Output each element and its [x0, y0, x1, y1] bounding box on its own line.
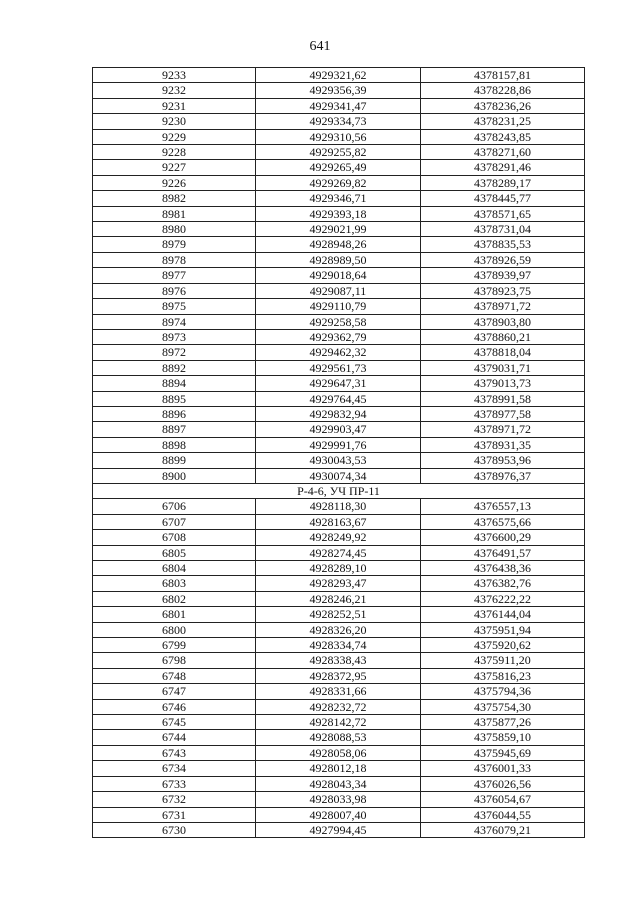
- table-row: [93, 175, 585, 190]
- x-coordinate-cell: 4929462,32: [256, 345, 421, 360]
- x-coordinate-cell: 4928043,34: [256, 776, 421, 791]
- x-coordinate-cell: 4929334,73: [256, 114, 421, 129]
- point-number-cell: 6748: [93, 668, 256, 683]
- x-coordinate-cell: 4928033,98: [256, 792, 421, 807]
- y-coordinate-cell: 4378971,72: [421, 422, 585, 437]
- table-row: [93, 83, 585, 98]
- table-row: [93, 329, 585, 344]
- point-number-cell: 8977: [93, 268, 256, 283]
- table-row: [93, 114, 585, 129]
- point-number-cell: 9229: [93, 129, 256, 144]
- x-coordinate-cell: 4928142,72: [256, 715, 421, 730]
- x-coordinate-cell: 4928293,47: [256, 576, 421, 591]
- point-number-cell: 9232: [93, 83, 256, 98]
- point-number-cell: 6730: [93, 822, 256, 837]
- table-row: [93, 514, 585, 529]
- y-coordinate-cell: 4378860,21: [421, 329, 585, 344]
- y-coordinate-cell: 4378923,75: [421, 283, 585, 298]
- y-coordinate-cell: 4378243,85: [421, 129, 585, 144]
- point-number-cell: 6707: [93, 514, 256, 529]
- y-coordinate-cell: 4375816,23: [421, 668, 585, 683]
- x-coordinate-cell: 4928249,92: [256, 530, 421, 545]
- table-row: [93, 68, 585, 83]
- point-number-cell: 6746: [93, 699, 256, 714]
- x-coordinate-cell: 4928007,40: [256, 807, 421, 822]
- y-coordinate-cell: 4378926,59: [421, 252, 585, 267]
- point-number-cell: 8896: [93, 406, 256, 421]
- y-coordinate-cell: 4378228,86: [421, 83, 585, 98]
- coordinates-table: [92, 67, 585, 838]
- x-coordinate-cell: 4928246,21: [256, 591, 421, 606]
- x-coordinate-cell: 4929018,64: [256, 268, 421, 283]
- y-coordinate-cell: 4378445,77: [421, 191, 585, 206]
- point-number-cell: 8900: [93, 468, 256, 483]
- page-number: 641: [309, 39, 331, 54]
- table-row: [93, 638, 585, 653]
- table-row: [93, 437, 585, 452]
- table-row: [93, 822, 585, 837]
- table-row: [93, 345, 585, 360]
- table-row: [93, 376, 585, 391]
- point-number-cell: 8982: [93, 191, 256, 206]
- y-coordinate-cell: 4378976,37: [421, 468, 585, 483]
- table-row: [93, 530, 585, 545]
- point-number-cell: 6803: [93, 576, 256, 591]
- y-coordinate-cell: 4378931,35: [421, 437, 585, 452]
- point-number-cell: 6744: [93, 730, 256, 745]
- y-coordinate-cell: 4376557,13: [421, 499, 585, 514]
- point-number-cell: 6801: [93, 607, 256, 622]
- x-coordinate-cell: 4929110,79: [256, 299, 421, 314]
- x-coordinate-cell: 4928334,74: [256, 638, 421, 653]
- y-coordinate-cell: 4378953,96: [421, 453, 585, 468]
- table-row: [93, 761, 585, 776]
- x-coordinate-cell: 4929021,99: [256, 222, 421, 237]
- x-coordinate-cell: 4928274,45: [256, 545, 421, 560]
- point-number-cell: 6745: [93, 715, 256, 730]
- x-coordinate-cell: 4929321,62: [256, 68, 421, 83]
- x-coordinate-cell: 4928338,43: [256, 653, 421, 668]
- table-row: [93, 191, 585, 206]
- y-coordinate-cell: 4378571,65: [421, 206, 585, 221]
- y-coordinate-cell: 4378271,60: [421, 145, 585, 160]
- y-coordinate-cell: 4379031,71: [421, 360, 585, 375]
- y-coordinate-cell: 4375859,10: [421, 730, 585, 745]
- x-coordinate-cell: 4928326,20: [256, 622, 421, 637]
- y-coordinate-cell: 4378157,81: [421, 68, 585, 83]
- x-coordinate-cell: 4929341,47: [256, 98, 421, 113]
- table-row: [93, 622, 585, 637]
- table-row: [93, 776, 585, 791]
- y-coordinate-cell: 4376026,56: [421, 776, 585, 791]
- point-number-cell: 8899: [93, 453, 256, 468]
- x-coordinate-cell: 4929255,82: [256, 145, 421, 160]
- x-coordinate-cell: 4928948,26: [256, 237, 421, 252]
- point-number-cell: 8976: [93, 283, 256, 298]
- y-coordinate-cell: 4376144,04: [421, 607, 585, 622]
- table-row: [93, 699, 585, 714]
- point-number-cell: 8892: [93, 360, 256, 375]
- x-coordinate-cell: 4928372,95: [256, 668, 421, 683]
- y-coordinate-cell: 4376079,21: [421, 822, 585, 837]
- x-coordinate-cell: 4928163,67: [256, 514, 421, 529]
- y-coordinate-cell: 4378231,25: [421, 114, 585, 129]
- table-row: [93, 653, 585, 668]
- point-number-cell: 6798: [93, 653, 256, 668]
- point-number-cell: 9227: [93, 160, 256, 175]
- table-row: [93, 268, 585, 283]
- x-coordinate-cell: 4929346,71: [256, 191, 421, 206]
- table-row: [93, 299, 585, 314]
- table-row: [93, 252, 585, 267]
- table-row: [93, 422, 585, 437]
- x-coordinate-cell: 4927994,45: [256, 822, 421, 837]
- y-coordinate-cell: 4376438,36: [421, 561, 585, 576]
- point-number-cell: 8898: [93, 437, 256, 452]
- y-coordinate-cell: 4378903,80: [421, 314, 585, 329]
- point-number-cell: 8973: [93, 329, 256, 344]
- y-coordinate-cell: 4375794,36: [421, 684, 585, 699]
- y-coordinate-cell: 4375911,20: [421, 653, 585, 668]
- x-coordinate-cell: 4928252,51: [256, 607, 421, 622]
- point-number-cell: 6804: [93, 561, 256, 576]
- table-row: [93, 545, 585, 560]
- x-coordinate-cell: 4929265,49: [256, 160, 421, 175]
- y-coordinate-cell: 4376222,22: [421, 591, 585, 606]
- table-row: [93, 222, 585, 237]
- y-coordinate-cell: 4378289,17: [421, 175, 585, 190]
- y-coordinate-cell: 4375877,26: [421, 715, 585, 730]
- table-row: [93, 406, 585, 421]
- table-row: [93, 314, 585, 329]
- table-row: [93, 807, 585, 822]
- point-number-cell: 8894: [93, 376, 256, 391]
- x-coordinate-cell: 4928232,72: [256, 699, 421, 714]
- x-coordinate-cell: 4929903,47: [256, 422, 421, 437]
- table-row: [93, 237, 585, 252]
- point-number-cell: 6747: [93, 684, 256, 699]
- table-row: [93, 98, 585, 113]
- point-number-cell: 6805: [93, 545, 256, 560]
- table-row: [93, 360, 585, 375]
- x-coordinate-cell: 4929647,31: [256, 376, 421, 391]
- table-row: [93, 591, 585, 606]
- point-number-cell: 8980: [93, 222, 256, 237]
- table-row: [93, 453, 585, 468]
- point-number-cell: 6733: [93, 776, 256, 791]
- y-coordinate-cell: 4378991,58: [421, 391, 585, 406]
- section-row: [93, 483, 585, 498]
- table-row: [93, 145, 585, 160]
- point-number-cell: 6800: [93, 622, 256, 637]
- x-coordinate-cell: 4928058,06: [256, 745, 421, 760]
- point-number-cell: 9231: [93, 98, 256, 113]
- table-row: [93, 468, 585, 483]
- x-coordinate-cell: 4929310,56: [256, 129, 421, 144]
- section-title: Р-4-6, УЧ ПР-11: [93, 483, 585, 498]
- x-coordinate-cell: 4929832,94: [256, 406, 421, 421]
- table-row: [93, 561, 585, 576]
- point-number-cell: 6731: [93, 807, 256, 822]
- x-coordinate-cell: 4929269,82: [256, 175, 421, 190]
- point-number-cell: 9230: [93, 114, 256, 129]
- point-number-cell: 8972: [93, 345, 256, 360]
- point-number-cell: 6708: [93, 530, 256, 545]
- point-number-cell: 6799: [93, 638, 256, 653]
- table-row: [93, 715, 585, 730]
- point-number-cell: 8975: [93, 299, 256, 314]
- y-coordinate-cell: 4375920,62: [421, 638, 585, 653]
- x-coordinate-cell: 4929991,76: [256, 437, 421, 452]
- y-coordinate-cell: 4378236,26: [421, 98, 585, 113]
- table-row: [93, 607, 585, 622]
- y-coordinate-cell: 4376600,29: [421, 530, 585, 545]
- x-coordinate-cell: 4929393,18: [256, 206, 421, 221]
- y-coordinate-cell: 4375754,30: [421, 699, 585, 714]
- table-section: [93, 483, 585, 498]
- table-row: [93, 283, 585, 298]
- point-number-cell: 8897: [93, 422, 256, 437]
- point-number-cell: 9233: [93, 68, 256, 83]
- x-coordinate-cell: 4928989,50: [256, 252, 421, 267]
- y-coordinate-cell: 4375945,69: [421, 745, 585, 760]
- y-coordinate-cell: 4379013,73: [421, 376, 585, 391]
- x-coordinate-cell: 4929764,45: [256, 391, 421, 406]
- x-coordinate-cell: 4929356,39: [256, 83, 421, 98]
- y-coordinate-cell: 4378835,53: [421, 237, 585, 252]
- point-number-cell: 8978: [93, 252, 256, 267]
- y-coordinate-cell: 4378818,04: [421, 345, 585, 360]
- point-number-cell: 6732: [93, 792, 256, 807]
- x-coordinate-cell: 4929258,58: [256, 314, 421, 329]
- y-coordinate-cell: 4375951,94: [421, 622, 585, 637]
- x-coordinate-cell: 4929561,73: [256, 360, 421, 375]
- point-number-cell: 6802: [93, 591, 256, 606]
- table-row: [93, 129, 585, 144]
- table-row: [93, 792, 585, 807]
- point-number-cell: 8974: [93, 314, 256, 329]
- x-coordinate-cell: 4928331,66: [256, 684, 421, 699]
- point-number-cell: 6734: [93, 761, 256, 776]
- table-row: [93, 391, 585, 406]
- table-row: [93, 499, 585, 514]
- y-coordinate-cell: 4376044,55: [421, 807, 585, 822]
- x-coordinate-cell: 4929087,11: [256, 283, 421, 298]
- point-number-cell: 8979: [93, 237, 256, 252]
- x-coordinate-cell: 4930043,53: [256, 453, 421, 468]
- point-number-cell: 9228: [93, 145, 256, 160]
- table-row: [93, 160, 585, 175]
- table-row: [93, 668, 585, 683]
- point-number-cell: 8895: [93, 391, 256, 406]
- y-coordinate-cell: 4378977,58: [421, 406, 585, 421]
- table-block-1: [93, 68, 585, 484]
- x-coordinate-cell: 4928012,18: [256, 761, 421, 776]
- y-coordinate-cell: 4378291,46: [421, 160, 585, 175]
- point-number-cell: 6743: [93, 745, 256, 760]
- table-row: [93, 206, 585, 221]
- x-coordinate-cell: 4928088,53: [256, 730, 421, 745]
- y-coordinate-cell: 4376575,66: [421, 514, 585, 529]
- point-number-cell: 9226: [93, 175, 256, 190]
- table-block-2: [93, 499, 585, 838]
- x-coordinate-cell: 4928289,10: [256, 561, 421, 576]
- y-coordinate-cell: 4376382,76: [421, 576, 585, 591]
- table-row: [93, 576, 585, 591]
- table-row: [93, 684, 585, 699]
- table-row: [93, 745, 585, 760]
- table-row: [93, 730, 585, 745]
- point-number-cell: 8981: [93, 206, 256, 221]
- x-coordinate-cell: 4930074,34: [256, 468, 421, 483]
- y-coordinate-cell: 4376001,33: [421, 761, 585, 776]
- y-coordinate-cell: 4376491,57: [421, 545, 585, 560]
- y-coordinate-cell: 4378939,97: [421, 268, 585, 283]
- x-coordinate-cell: 4928118,30: [256, 499, 421, 514]
- point-number-cell: 6706: [93, 499, 256, 514]
- y-coordinate-cell: 4376054,67: [421, 792, 585, 807]
- y-coordinate-cell: 4378731,04: [421, 222, 585, 237]
- y-coordinate-cell: 4378971,72: [421, 299, 585, 314]
- x-coordinate-cell: 4929362,79: [256, 329, 421, 344]
